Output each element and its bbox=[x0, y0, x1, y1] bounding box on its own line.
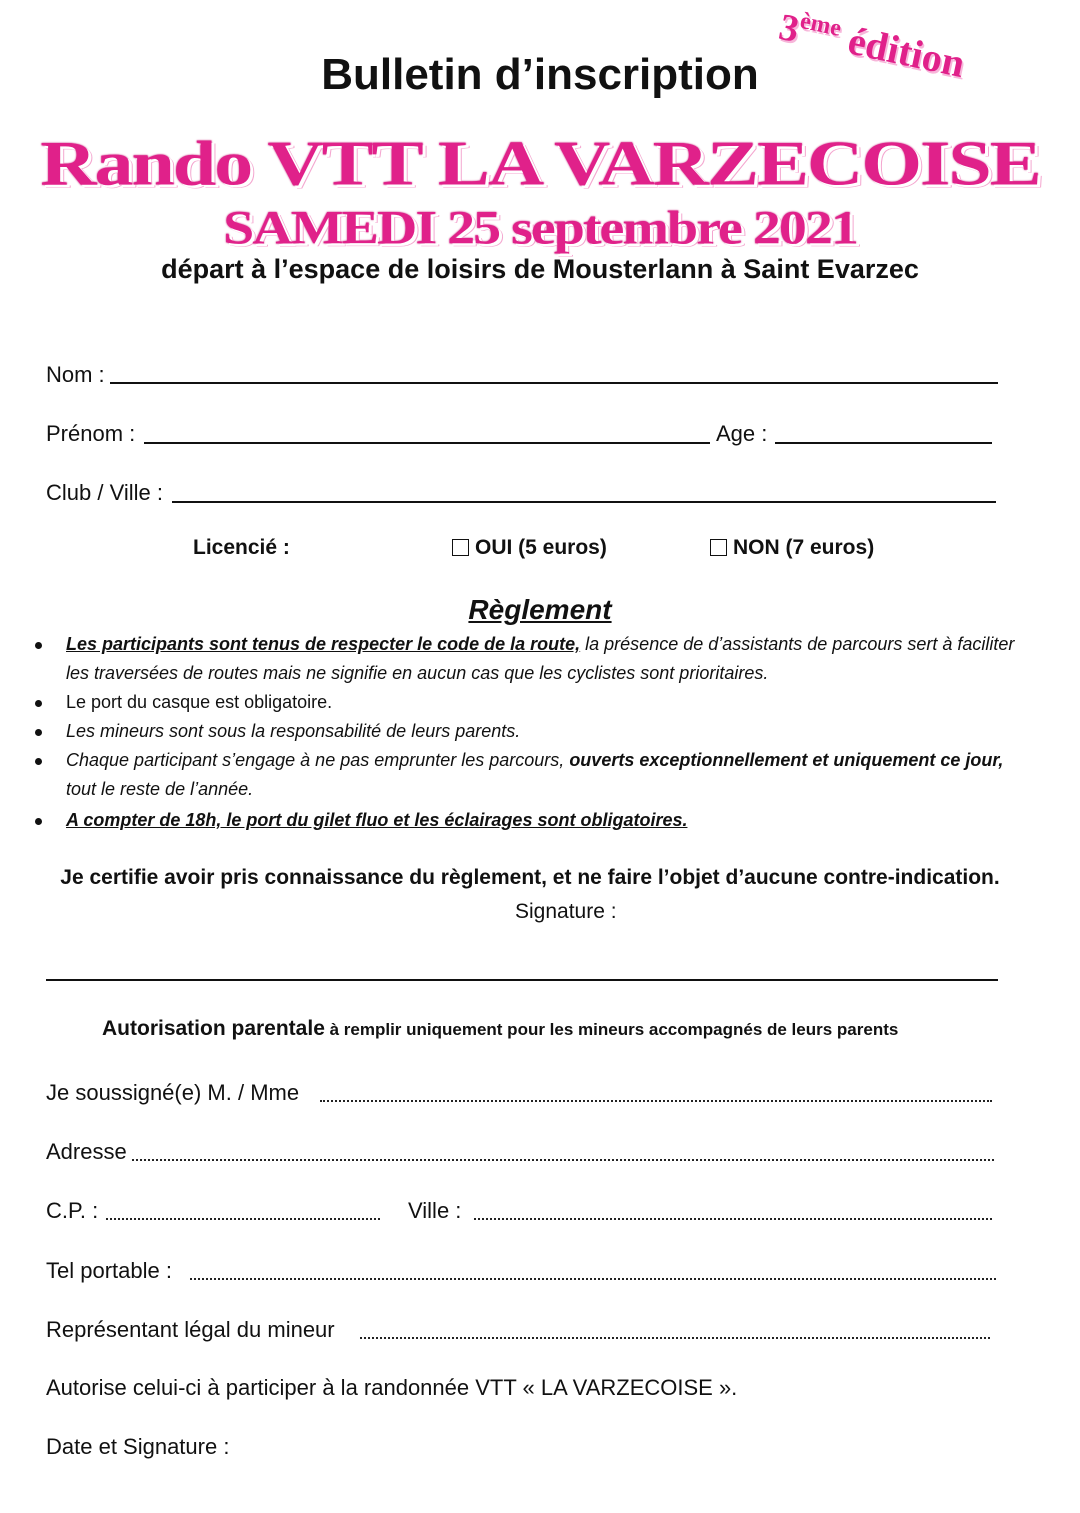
nom-field[interactable] bbox=[110, 358, 998, 384]
oui-checkbox[interactable] bbox=[452, 539, 469, 556]
certification-text: Je certifie avoir pris connaissance du règlement, et ne faire l’objet d’aucune contre-indication. bbox=[60, 866, 1000, 889]
rule-item bbox=[34, 688, 1024, 717]
nom-label: Nom : bbox=[46, 362, 105, 387]
signature-label: Signature : bbox=[515, 900, 617, 923]
rule-item bbox=[34, 746, 1024, 804]
rules-list bbox=[34, 630, 1024, 835]
oui-label: OUI (5 euros) bbox=[475, 536, 607, 559]
tel-field[interactable] bbox=[190, 1258, 996, 1280]
rule4-text-b: ouverts exceptionnellement et uniquement ce jour, bbox=[569, 750, 1004, 770]
cp-field[interactable] bbox=[106, 1198, 380, 1220]
signature-field[interactable] bbox=[46, 955, 998, 981]
autorise-text: Autorise celui-ci à participer à la randonnée VTT « LA VARZECOISE ». bbox=[46, 1375, 738, 1400]
non-checkbox[interactable] bbox=[710, 539, 727, 556]
licence-oui-option[interactable] bbox=[452, 536, 607, 560]
parental-heading bbox=[102, 1017, 898, 1041]
edition-number: 3 bbox=[775, 5, 803, 51]
reglement-title: Règlement bbox=[468, 594, 612, 625]
rule3-text: Les mineurs sont sous la responsabilité de leurs parents. bbox=[66, 721, 521, 741]
rule-item bbox=[34, 630, 1024, 688]
age-label: Age : bbox=[716, 421, 768, 446]
tel-label: Tel portable : bbox=[46, 1258, 172, 1283]
parental-title: Autorisation parentale bbox=[102, 1017, 325, 1040]
representant-field[interactable] bbox=[360, 1317, 990, 1339]
edition-word: édition bbox=[844, 17, 969, 87]
ville-label: Ville : bbox=[408, 1198, 462, 1223]
rule4-text-a: Chaque participant s’engage à ne pas emprunter les parcours, bbox=[66, 750, 570, 770]
rule4-text-c: tout le reste de l’année. bbox=[66, 779, 254, 799]
adresse-field[interactable] bbox=[132, 1139, 994, 1161]
prenom-label: Prénom : bbox=[46, 421, 136, 446]
event-name: Rando VTT LA VARZECOISE bbox=[40, 126, 1040, 199]
soussigne-field[interactable] bbox=[320, 1080, 992, 1102]
event-location: départ à l’espace de loisirs de Mousterlann à Saint Evarzec bbox=[161, 254, 919, 284]
licence-label: Licencié : bbox=[193, 536, 290, 559]
adresse-label: Adresse bbox=[46, 1139, 127, 1164]
edition-suffix: ème bbox=[797, 7, 844, 42]
licence-non-option[interactable] bbox=[710, 536, 874, 560]
rule1-text: la présence de d’assistants de parcours sert à faciliter les traversées de routes mais ne signifie en aucun cas que les cyclistes sont prioritaires. bbox=[66, 634, 1015, 683]
rule-item bbox=[34, 806, 1024, 835]
rule-item bbox=[34, 717, 1024, 746]
prenom-field[interactable] bbox=[144, 418, 710, 444]
rule2-text: Le port du casque est obligatoire. bbox=[66, 692, 333, 712]
rule5-text: A compter de 18h, le port du gilet fluo et les éclairages sont obligatoires. bbox=[66, 810, 688, 830]
parental-subtitle: à remplir uniquement pour les mineurs accompagnés de leurs parents bbox=[324, 1020, 899, 1039]
ville-field[interactable] bbox=[474, 1198, 992, 1220]
club-field[interactable] bbox=[172, 477, 996, 503]
date-signature-label: Date et Signature : bbox=[46, 1434, 230, 1459]
event-date: SAMEDI 25 septembre 2021 bbox=[223, 201, 857, 255]
cp-label: C.P. : bbox=[46, 1198, 99, 1223]
non-label: NON (7 euros) bbox=[733, 536, 875, 559]
rule1-emphasis: Les participants sont tenus de respecter le code de la route, bbox=[66, 634, 581, 654]
age-field[interactable] bbox=[775, 418, 992, 444]
soussigne-label: Je soussigné(e) M. / Mme bbox=[46, 1080, 300, 1105]
page-title: Bulletin d’inscription bbox=[321, 50, 759, 99]
representant-label: Représentant légal du mineur bbox=[46, 1317, 335, 1342]
club-label: Club / Ville : bbox=[46, 480, 163, 505]
